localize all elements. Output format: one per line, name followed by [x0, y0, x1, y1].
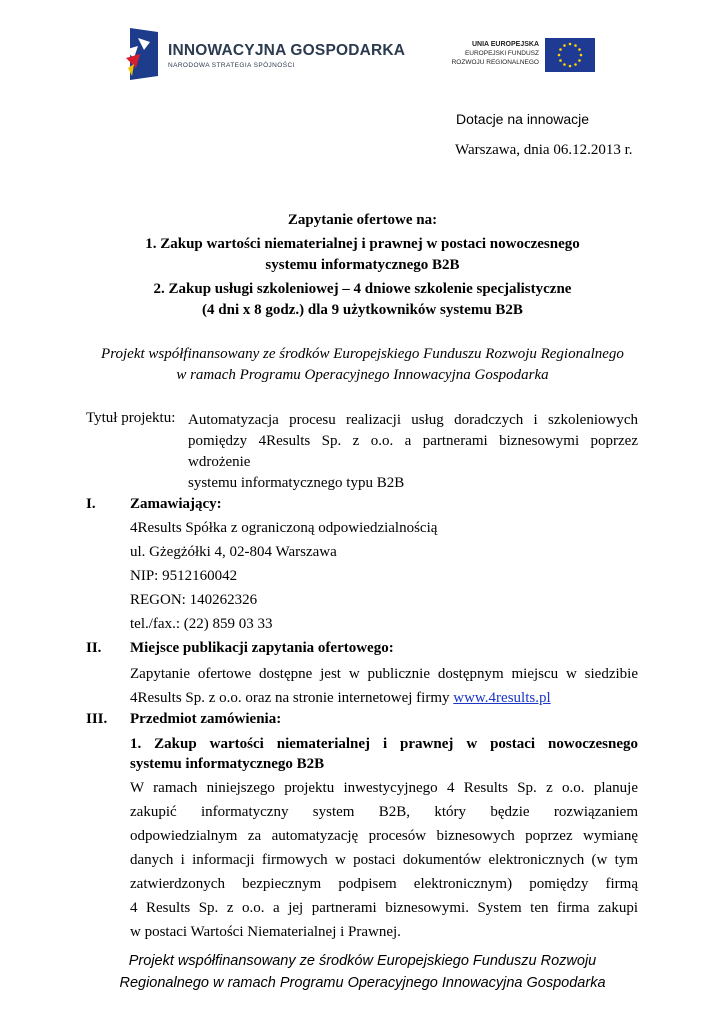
eu-logo-line1: UNIA EUROPEJSKA [471, 41, 539, 48]
title-line-5: (4 dni x 8 godz.) dla 9 użytkowników systemu B2B [202, 302, 523, 318]
page-footer [0, 950, 725, 994]
section-3-sub1-line-1: 1. Zakup wartości niematerialnej i prawnej w postaci nowoczesnego [130, 736, 638, 752]
project-line-2: pomiędzy 4Results Sp. z o.o. a partnerami biznesowymi poprzez wdrożenie [188, 433, 638, 470]
section-1-heading: Zamawiający: [130, 496, 222, 512]
section-2-number: II. [86, 640, 102, 656]
project-line-3: systemu informatycznego typu B2B [188, 475, 405, 491]
footer-line-1: Projekt współfinansowany ze środków Europejskiego Funduszu Rozwoju [128, 953, 597, 969]
title-line-1: Zapytanie ofertowe na: [287, 212, 438, 228]
cofinancing-line-1: Projekt współfinansowany ze środków Europejskiego Funduszu Rozwoju Regionalnego [101, 346, 624, 362]
section-3-body-line-7: w postaci Wartości Niematerialnej i Prawnej. [130, 924, 401, 940]
eu-logo-text [452, 40, 539, 67]
ig-logo-mark-icon [124, 28, 158, 80]
section-3-body-line-4: danych i informacji firmowych w postaci dokumentów elektronicznych (w tym [130, 852, 638, 868]
title-line-2: 1. Zakup wartości niematerialnej i prawnej w postaci nowoczesnego [145, 236, 580, 252]
cofinancing-line-2: w ramach Programu Operacyjnego Innowacyjna Gospodarka [176, 367, 549, 383]
buyer-name: 4Results Spółka z ograniczoną odpowiedzialnością [130, 520, 438, 536]
buyer-phone: tel./fax.: (22) 859 03 33 [130, 616, 273, 632]
section-3-body-line-3: odpowiedzialnym za automatyzację procesów biznesowych poprzez wymianę [130, 828, 638, 844]
section-2-heading: Miejsce publikacji zapytania ofertowego: [130, 640, 394, 656]
eu-logo-line2: EUROPEJSKI FUNDUSZ [464, 50, 539, 57]
section-3-heading: Przedmiot zamówienia: [130, 711, 282, 727]
project-line-1: Automatyzacja procesu realizacji usług doradczych i szkoleniowych [188, 412, 638, 428]
footer-line-2: Regionalnego w ramach Programu Operacyjnego Innowacyjna Gospodarka [119, 975, 606, 991]
project-title-text [188, 410, 638, 494]
innowacyjna-gospodarka-logo [124, 28, 406, 84]
section-3-body-line-1: W ramach niniejszego projektu inwestycyjnego 4 Results Sp. z o.o. planuje [130, 780, 638, 796]
eu-flag-icon [545, 38, 595, 72]
document-date: Warszawa, dnia 06.12.2013 r. [455, 142, 633, 158]
section-3-body-line-6: 4 Results Sp. z o.o. a jej partnerami biznesowymi. System ten firma zakupi [130, 900, 638, 916]
section-3-subheading [130, 734, 638, 774]
section-2-line-2-text: 4Results Sp. z o.o. oraz na stronie internetowej firmy [130, 690, 454, 706]
eu-logo [440, 38, 595, 74]
section-2-text [130, 662, 638, 710]
buyer-address: ul. Gżegżółki 4, 02-804 Warszawa [130, 544, 337, 560]
section-3-sub1-line-2: systemu informatycznego B2B [130, 756, 325, 772]
section-3-body-line-5: zatwierdzonych bezpiecznym podpisem elektronicznym) pomiędzy firmą [130, 876, 638, 892]
title-line-4: 2. Zakup usługi szkoleniowej – 4 dniowe szkolenie specjalistyczne [153, 281, 572, 297]
section-3-body-line-2: zakupić informatyczny system B2B, który będzie rozwiązaniem [130, 804, 638, 820]
eu-logo-line3: ROZWOJU REGIONALNEGO [451, 59, 539, 66]
title-line-3: systemu informatycznego B2B [265, 257, 460, 273]
cofinancing-note [0, 344, 725, 386]
buyer-nip: NIP: 9512160042 [130, 568, 238, 584]
company-website-link[interactable]: www.4results.pl [453, 690, 551, 706]
section-2-line-1: Zapytanie ofertowe dostępne jest w publicznie dostępnym miejscu w siedzibie [130, 666, 638, 682]
section-2-line-2 [130, 686, 638, 710]
ig-logo-subtitle: NARODOWA STRATEGIA SPÓJNOŚCI [168, 62, 295, 69]
project-title-label: Tytuł projektu: [86, 410, 176, 426]
topic-label: Dotacje na innowacje [456, 111, 590, 127]
section-3-body [130, 776, 638, 944]
buyer-regon: REGON: 140262326 [130, 592, 258, 608]
ig-logo-title: INNOWACYJNA GOSPODARKA [168, 42, 406, 59]
section-3-number: III. [86, 711, 108, 727]
section-1-number: I. [86, 496, 96, 512]
